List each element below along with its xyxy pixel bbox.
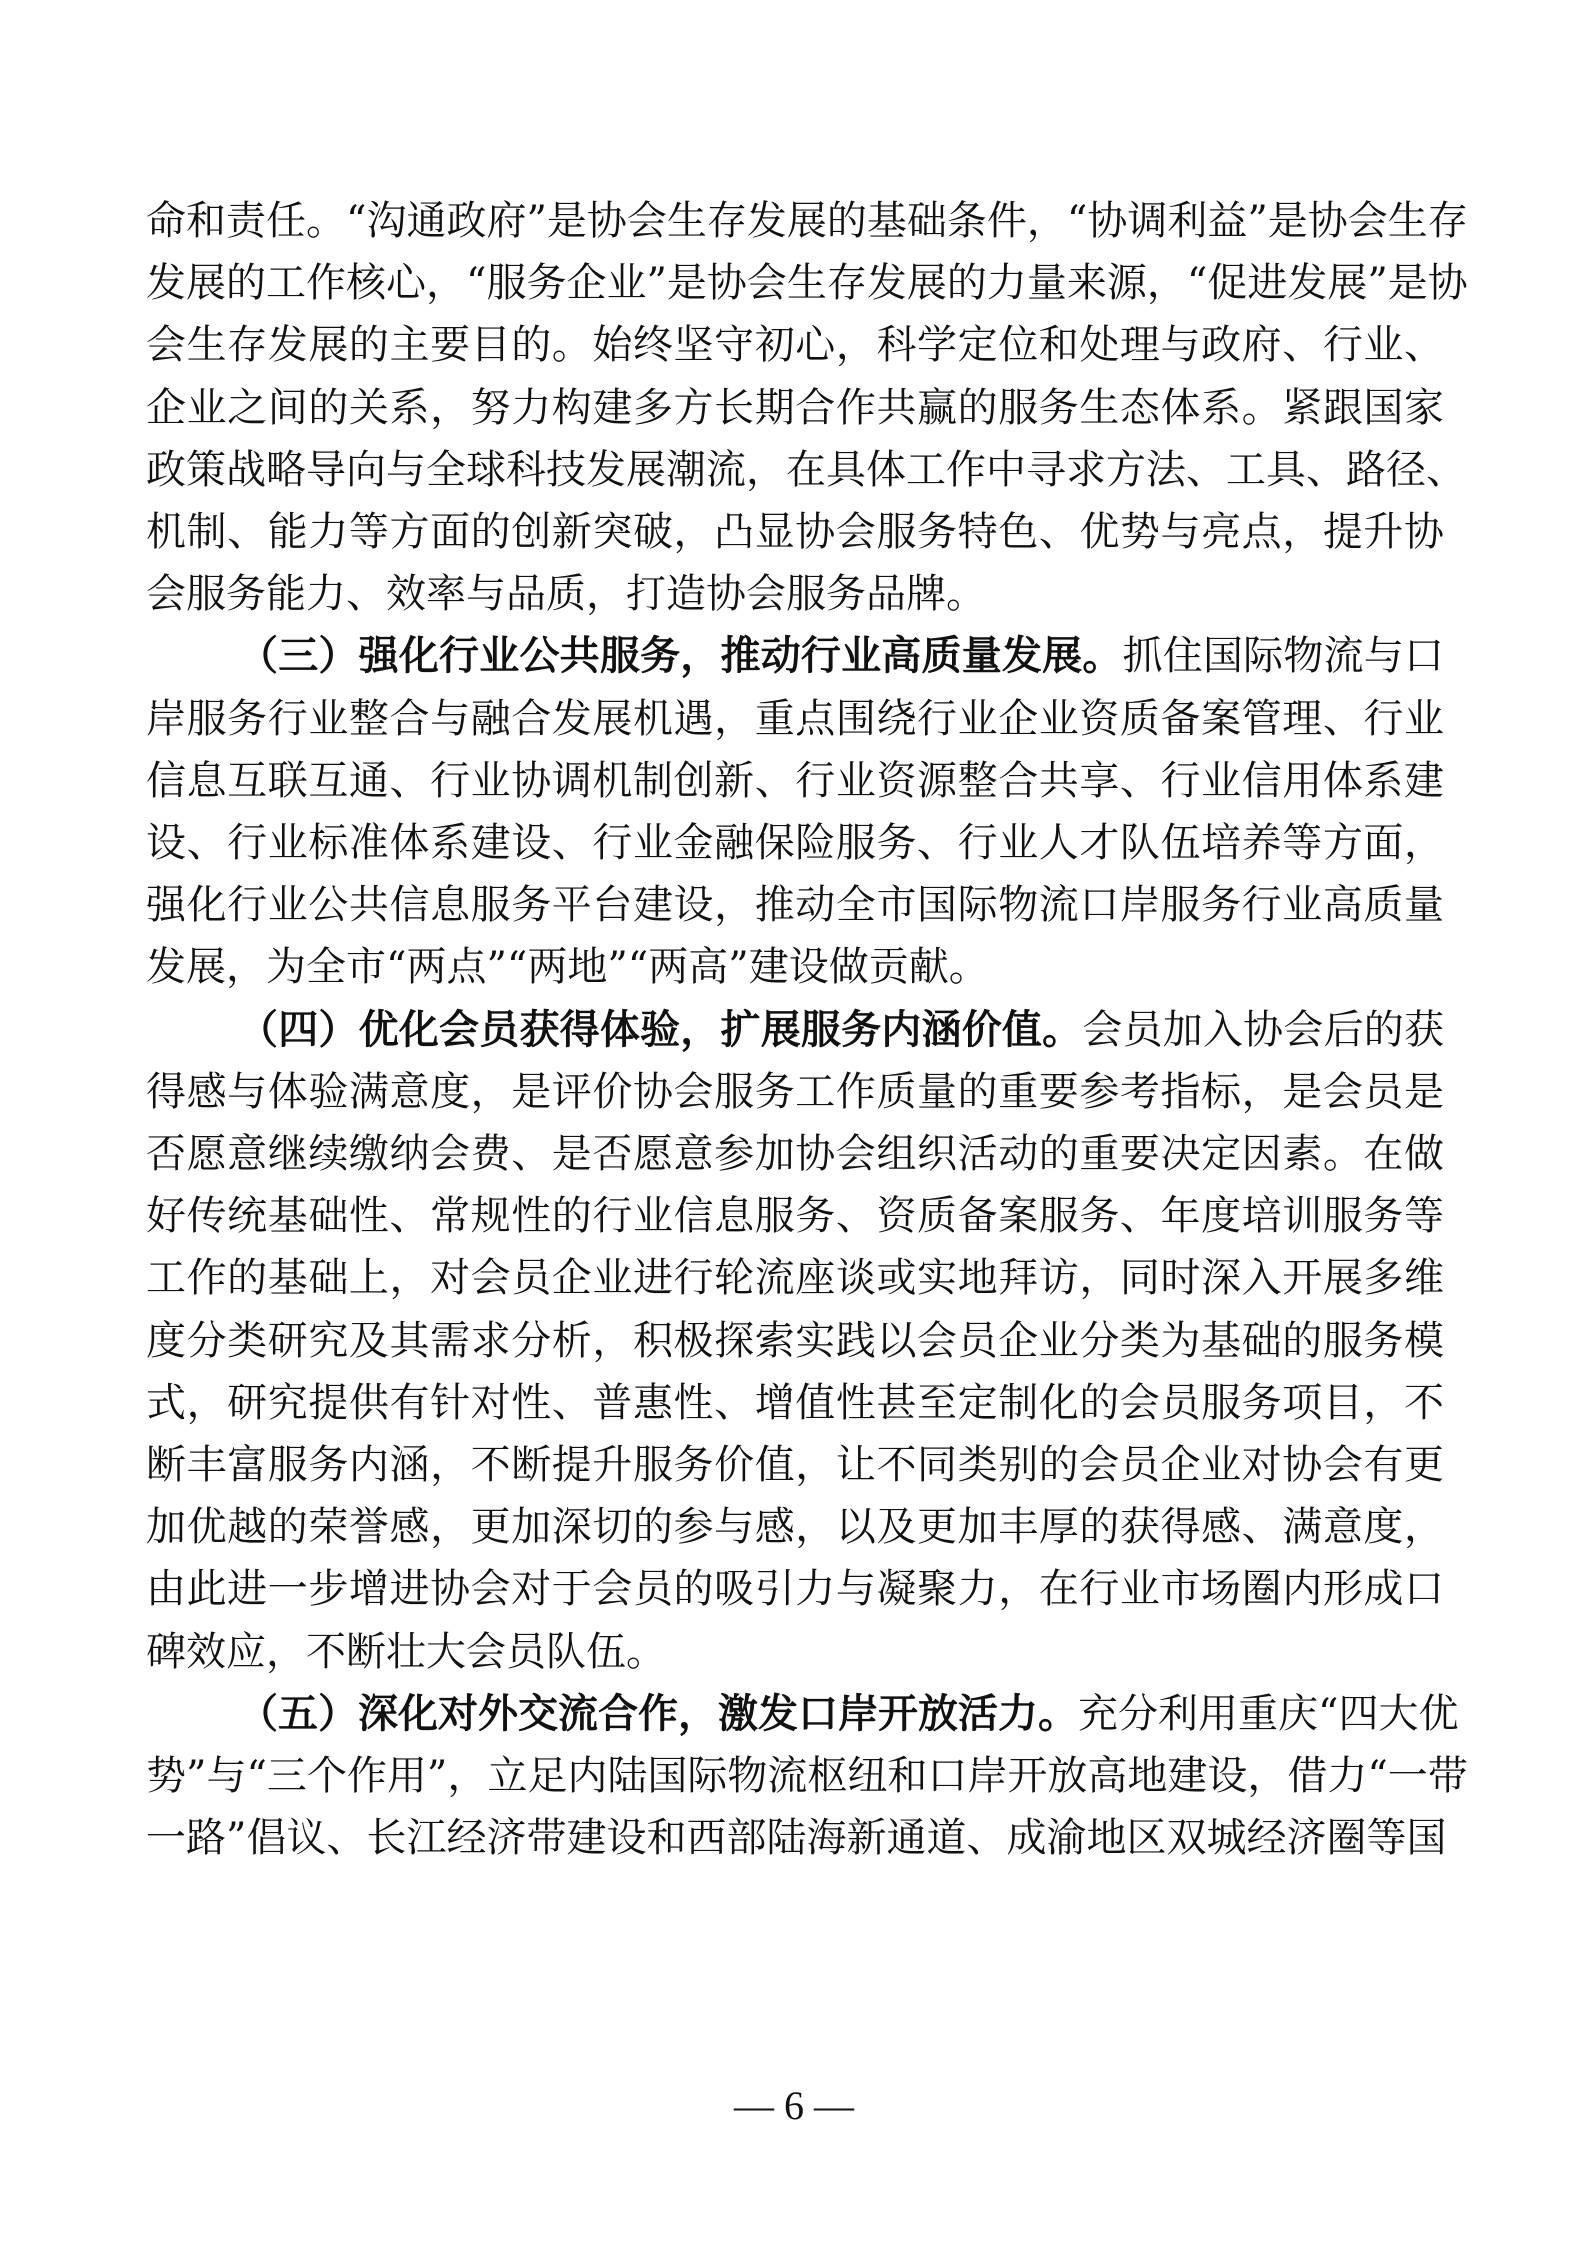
- text-line: 否愿意继续缴纳会费、是否愿意参加协会组织活动的重要决定因素。在做: [146, 1131, 1444, 1178]
- text-line: 好传统基础性、常规性的行业信息服务、资质备案服务、年度培训服务等: [146, 1193, 1444, 1240]
- text-line: 会生存发展的主要目的。始终坚守初心，科学定位和处理与政府、行业、: [146, 322, 1444, 369]
- text-run: 会员加入协会后的获: [1082, 1006, 1445, 1053]
- text-line: 发展的工作核心，“服务企业”是协会生存发展的力量来源，“促进发展”是协: [146, 260, 1468, 307]
- text-line: 信息互联互通、行业协调机制创新、行业资源整合共享、行业信用体系建: [146, 757, 1444, 804]
- text-line: 度分类研究及其需求分析，积极探索实践以会员企业分类为基础的服务模: [146, 1317, 1444, 1364]
- section-heading: （三）强化行业公共服务，推动行业高质量发展。: [238, 632, 1123, 680]
- text-line: 企业之间的关系，努力构建多方长期合作共赢的服务生态体系。紧跟国家: [146, 384, 1444, 431]
- paragraph-section-5: [146, 1683, 1468, 1870]
- text-line: 强化行业公共信息服务平台建设，推动全市国际物流口岸服务行业高质量: [146, 882, 1444, 929]
- section-heading: （四）优化会员获得体验，扩展服务内涵价值。: [238, 1005, 1083, 1053]
- text-line: 式，研究提供有针对性、普惠性、增值性甚至定制化的会员服务项目，不: [146, 1379, 1444, 1426]
- text-line: 得感与体验满意度，是评价协会服务工作质量的重要参考指标，是会员是: [146, 1068, 1444, 1115]
- page-number: — 6 —: [734, 2083, 854, 2128]
- text-run: 抓住国际物流与口: [1122, 633, 1445, 680]
- text-line: 断丰富服务内涵，不断提升服务价值，让不同类别的会员企业对协会有更: [146, 1442, 1444, 1489]
- text-line: 会服务能力、效率与品质，打造协会服务品牌。: [146, 571, 986, 618]
- text-line: [146, 999, 1444, 1061]
- document-page-body: [146, 190, 1468, 1869]
- text-line: 命和责任。“沟通政府”是协会生存发展的基础条件，“协调利益”是协会生存: [146, 198, 1468, 244]
- text-line: [146, 1683, 1459, 1745]
- text-line: 加优越的荣誉感，更加深切的参与感，以及更加丰厚的获得感、满意度，: [146, 1504, 1444, 1551]
- text-line: 岸服务行业整合与融合发展机遇，重点围绕行业企业资质备案管理、行业: [146, 695, 1444, 742]
- text-line: 工作的基础上，对会员企业进行轮流座谈或实地拜访，同时深入开展多维: [146, 1255, 1444, 1302]
- text-line: 政策战略导向与全球科技发展潮流，在具体工作中寻求方法、工具、路径、: [146, 446, 1466, 493]
- text-line: [146, 625, 1444, 687]
- text-line: 由此进一步增进协会对于会员的吸引力与凝聚力，在行业市场圈内形成口: [146, 1566, 1444, 1613]
- text-line: 发展，为全市“两点”“两地”“两高”建设做贡献。: [146, 944, 989, 991]
- text-line: 机制、能力等方面的创新突破，凸显协会服务特色、优势与亮点，提升协: [146, 509, 1444, 556]
- text-line: 设、行业标准体系建设、行业金融保险服务、行业人才队伍培养等方面，: [146, 820, 1444, 867]
- section-heading: （五）深化对外交流合作，激发口岸开放活力。: [238, 1689, 1078, 1737]
- text-line: 一路”倡议、长江经济带建设和西部陆海新通道、成渝地区双城经济圈等国: [146, 1815, 1447, 1862]
- paragraph-continuation: [146, 190, 1468, 625]
- paragraph-section-4: [146, 999, 1444, 1683]
- paragraph-section-3: [146, 625, 1444, 998]
- text-line: 碑效应，不断壮大会员队伍。: [146, 1628, 666, 1675]
- text-run: 充分利用重庆“四大优: [1078, 1690, 1459, 1737]
- text-line: 势”与“三个作用”，立足内陆国际物流枢纽和口岸开放高地建设，借力“一带: [146, 1753, 1468, 1800]
